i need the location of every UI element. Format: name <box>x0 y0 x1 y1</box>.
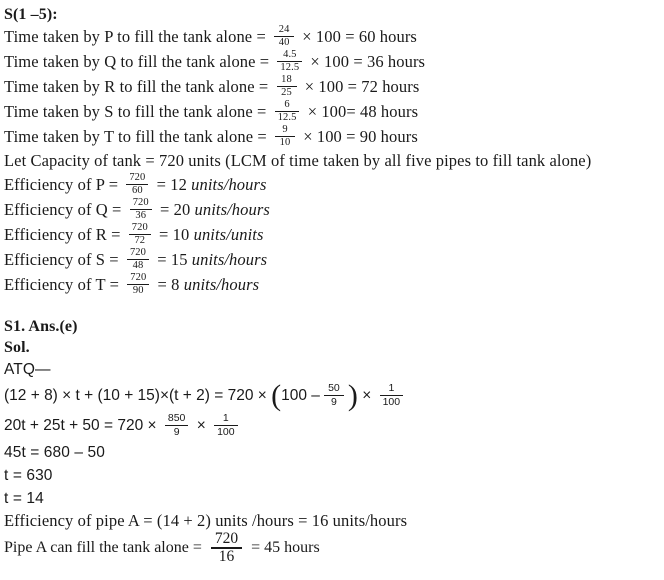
fraction-s-numerator: 6 <box>284 98 290 110</box>
efficiency-s-denominator: 48 <box>132 260 144 271</box>
simple-line-1-text: 45t = 680 – 50 <box>4 443 105 461</box>
pipe-a-fill-prefix: Pipe A can fill the tank alone = <box>4 539 206 556</box>
equation-one-tail-numerator: 1 <box>388 382 395 395</box>
efficiency-t-equals: = 8 <box>153 275 184 295</box>
efficiency-r-units: units/units <box>193 225 264 245</box>
efficiency-t-denominator: 90 <box>132 285 144 296</box>
equation-two-denominator-one: 9 <box>173 425 180 438</box>
efficiency-p-units: units/hours <box>191 175 267 195</box>
time-taken-line-p <box>4 25 664 50</box>
efficiency-fraction-s <box>127 247 149 272</box>
fraction-t <box>275 124 295 149</box>
efficiency-line-p <box>4 173 664 198</box>
equation-two-denominator-two: 100 <box>217 425 235 438</box>
time-taken-t-suffix: × 100 = 90 hours <box>299 127 418 147</box>
efficiency-s-prefix: Efficiency of S = <box>4 250 123 270</box>
efficiency-fraction-q <box>130 197 152 222</box>
section-spacer <box>4 298 664 316</box>
efficiency-fraction-t <box>127 272 149 297</box>
time-taken-p-suffix: × 100 = 60 hours <box>298 27 417 47</box>
efficiency-fraction-r <box>129 222 151 247</box>
pipe-a-fill-line <box>4 530 664 565</box>
equation-one-mult: × <box>357 387 376 404</box>
equation-two-lhs: 20t + 25t + 50 = 720 × <box>4 417 161 434</box>
capacity-line-text: Let Capacity of tank = 720 units (LCM of time taken by all five pipes to fill tank alone) <box>4 151 592 171</box>
equation-two-fraction-one <box>165 412 189 437</box>
fraction-r-denominator: 25 <box>281 87 292 98</box>
time-taken-line-s <box>4 100 664 125</box>
fraction-t-denominator: 10 <box>279 137 291 148</box>
efficiency-q-equals: = 20 <box>155 200 195 220</box>
fraction-p-denominator: 40 <box>278 37 290 48</box>
efficiency-s-units: units/hours <box>191 250 268 270</box>
answer-label-text: S1. Ans.(e) <box>4 317 78 335</box>
simple-line-2 <box>4 464 664 487</box>
fraction-q-numerator: 4.5 <box>283 48 297 60</box>
efficiency-p-numerator: 720 <box>129 171 146 183</box>
simple-line-3 <box>4 487 664 510</box>
pipe-a-fill-numerator: 720 <box>214 530 239 548</box>
equation-one-tail-denominator: 100 <box>382 395 401 408</box>
equation-one-inner-text: 100 – <box>281 387 320 404</box>
equation-one-inner-denominator: 9 <box>331 395 337 408</box>
time-taken-p-prefix: Time taken by P to fill the tank alone = <box>4 27 271 47</box>
sol-label <box>4 337 664 358</box>
fraction-q <box>277 49 302 74</box>
fraction-q-denominator: 12.5 <box>280 62 300 73</box>
sol-label-text: Sol. <box>4 338 30 356</box>
answer-label <box>4 316 664 337</box>
time-taken-s-suffix: × 100= 48 hours <box>303 102 419 122</box>
time-taken-line-r <box>4 75 664 100</box>
efficiency-r-prefix: Efficiency of R = <box>4 225 125 245</box>
equation-one-tail-fraction <box>380 382 404 407</box>
equation-one-inner-numerator: 50 <box>328 382 340 395</box>
fraction-p-numerator: 24 <box>278 23 290 35</box>
section-heading-text: S(1 –5): <box>4 5 58 23</box>
fraction-r <box>277 74 297 99</box>
efficiency-q-denominator: 36 <box>135 210 147 221</box>
atq-label-text: ATQ— <box>4 360 51 378</box>
equation-two <box>4 411 664 441</box>
efficiency-fraction-p <box>126 172 148 197</box>
efficiency-t-numerator: 720 <box>130 271 147 283</box>
efficiency-s-equals: = 15 <box>153 250 192 270</box>
fraction-s-denominator: 12.5 <box>277 112 297 123</box>
fraction-s <box>275 99 300 124</box>
time-taken-s-prefix: Time taken by S to fill the tank alone = <box>4 102 271 122</box>
time-taken-r-prefix: Time taken by R to fill the tank alone = <box>4 77 273 97</box>
efficiency-r-numerator: 720 <box>131 221 148 233</box>
efficiency-line-q <box>4 198 664 223</box>
simple-line-1 <box>4 441 664 464</box>
pipe-a-fill-suffix: = 45 hours <box>247 539 320 556</box>
equation-two-numerator-one: 850 <box>167 412 186 425</box>
simple-line-3-text: t = 14 <box>4 489 44 507</box>
time-taken-q-suffix: × 100 = 36 hours <box>306 52 426 72</box>
efficiency-p-denominator: 60 <box>132 185 143 196</box>
efficiency-q-prefix: Efficiency of Q = <box>4 200 126 220</box>
time-taken-t-prefix: Time taken by T to fill the tank alone = <box>4 127 271 147</box>
fraction-p <box>274 24 294 49</box>
equation-one-inner-fraction <box>324 382 344 407</box>
equation-one <box>4 378 664 412</box>
pipe-a-fill-fraction <box>211 531 242 565</box>
time-taken-line-q <box>4 50 664 75</box>
pipe-a-fill-denominator: 16 <box>218 547 235 565</box>
paren-open-glyph: ( <box>271 378 282 412</box>
pipe-a-efficiency-line <box>4 510 664 533</box>
equation-two-mult: × <box>192 417 211 434</box>
efficiency-p-equals: = 12 <box>152 175 192 195</box>
efficiency-q-numerator: 720 <box>132 196 149 208</box>
efficiency-r-denominator: 72 <box>134 235 146 246</box>
fraction-t-numerator: 9 <box>282 123 288 135</box>
efficiency-p-prefix: Efficiency of P = <box>4 175 123 195</box>
efficiency-t-prefix: Efficiency of T = <box>4 275 124 295</box>
efficiency-q-units: units/hours <box>194 200 270 220</box>
time-taken-r-suffix: × 100 = 72 hours <box>300 77 420 97</box>
equation-two-numerator-two: 1 <box>222 412 229 425</box>
paren-close-glyph: ) <box>347 378 358 412</box>
time-taken-q-prefix: Time taken by Q to fill the tank alone = <box>4 52 274 72</box>
capacity-line <box>4 150 664 173</box>
efficiency-line-t <box>4 273 664 298</box>
atq-label <box>4 358 664 381</box>
efficiency-line-r <box>4 223 664 248</box>
time-taken-line-t <box>4 125 664 150</box>
simple-line-2-text: t = 630 <box>4 466 53 484</box>
efficiency-r-equals: = 10 <box>154 225 194 245</box>
section-heading <box>4 4 664 25</box>
efficiency-t-units: units/hours <box>183 275 260 295</box>
equation-one-lhs: (12 + 8) × t + (10 + 15)×(t + 2) = 720 × <box>4 387 272 404</box>
equation-two-fraction-two <box>214 412 238 437</box>
equation-one-paren-group <box>271 378 358 412</box>
efficiency-line-s <box>4 248 664 273</box>
fraction-r-numerator: 18 <box>281 73 292 85</box>
efficiency-s-numerator: 720 <box>129 246 146 258</box>
pipe-a-efficiency-text: Efficiency of pipe A = (14 + 2) units /hours = 16 units/hours <box>4 511 408 531</box>
